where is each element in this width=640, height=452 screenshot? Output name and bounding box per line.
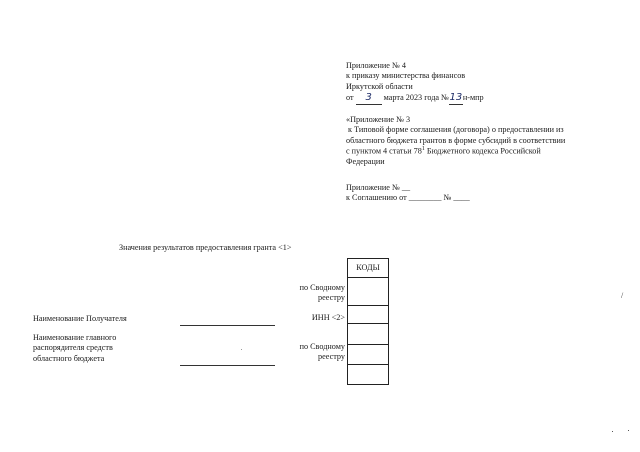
date-day-field [356, 92, 382, 106]
registry-label-1 [283, 283, 345, 304]
manager-fill-line [180, 365, 275, 366]
quote-line-3: областного бюджета грантов в форме субсидий в соответствии [346, 135, 566, 145]
agreement-ref-line: к Соглашению от ________ № ____ [346, 193, 470, 203]
quote-line-4 [346, 146, 565, 157]
section-title: Значения результатов предоставления гранта <1> [119, 243, 292, 252]
quote-line-2: к Типовой форме соглашения (договора) о предоставлении из [346, 125, 564, 135]
codes-header: КОДЫ [356, 263, 380, 272]
header-appendix-number: Приложение № 4 [346, 61, 406, 70]
registry-label-1-line-2: реестру [318, 293, 345, 303]
recipient-fill-line [180, 325, 275, 326]
quote-line-1: «Приложение № 3 [346, 115, 411, 124]
manager-label-line-1: Наименование главного [33, 333, 117, 342]
date-suffix: н-мпр [462, 92, 484, 102]
header-region: Иркутской области [346, 81, 413, 91]
header-block [346, 61, 484, 105]
registry-label-2 [283, 342, 345, 363]
manager-label [33, 333, 116, 364]
header-date-line [346, 92, 484, 106]
edge-mark: / [621, 291, 624, 300]
scan-speck [628, 430, 629, 431]
scan-speck [612, 431, 613, 432]
code-cell-empty [348, 323, 388, 344]
quote-block [346, 115, 565, 167]
date-middle-text: марта 2023 года № [383, 92, 449, 102]
code-cell-registry-2 [348, 344, 388, 364]
quote-line-4-end: Бюджетного кодекса Российской [424, 146, 541, 156]
agreement-block [346, 183, 470, 204]
quote-superscript: 1 [421, 145, 425, 152]
order-number-handwritten: 13 [449, 91, 463, 103]
header-order-ref: к приказу министерства финансов [346, 71, 466, 81]
inn-label: ИНН <2> [311, 313, 345, 322]
registry-label-1-line-1: по Сводному [299, 283, 345, 292]
order-number-field [449, 92, 463, 106]
quote-line-5: Федерации [346, 156, 385, 166]
registry-label-2-line-2: реестру [318, 352, 345, 362]
scan-speck [241, 349, 242, 350]
manager-label-line-2: распорядителя средств [33, 343, 113, 353]
code-cell-registry-1 [348, 277, 388, 305]
code-cell-inn [348, 305, 388, 323]
date-prefix: от [346, 92, 354, 102]
date-day-handwritten: 3 [365, 91, 372, 103]
agreement-appendix-line: Приложение № __ [346, 183, 411, 192]
registry-label-2-line-1: по Сводному [299, 342, 345, 351]
code-cell-bottom [348, 364, 388, 384]
quote-line-4-start: с пунктом 4 статьи 78 [346, 146, 422, 156]
codes-table [347, 258, 389, 385]
recipient-label: Наименование Получателя [33, 314, 127, 323]
manager-label-line-3: областного бюджета [33, 353, 105, 363]
